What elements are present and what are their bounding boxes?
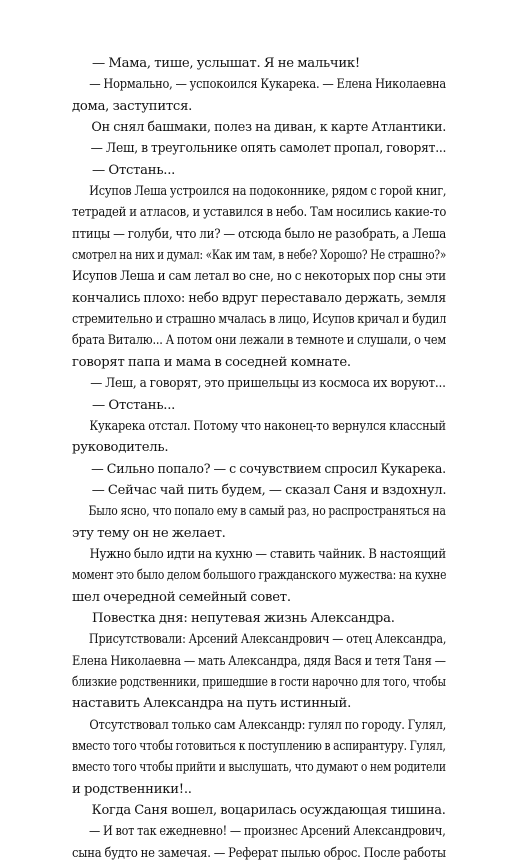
text-line: — Сейчас чай пить будем, — сказал Саня и вздохнул. (91, 482, 447, 498)
text-line: кончались плохо: небо вдруг переставало держать, земля (72, 290, 446, 306)
text-line: руководитель. (72, 440, 169, 456)
text-line: — Нормально, — успокоился Кукарека. — Елена Николаевна (89, 77, 446, 93)
text-line: — Сильно попало? — с сочувствием спросил Кукарека. (91, 461, 446, 477)
text-line: Исупов Леша устроился на подоконнике, рядом с горой книг, (89, 184, 447, 200)
text-line: — Отстань... (92, 397, 176, 413)
text-line: — Мама, тише, услышат. Я не мальчик! (92, 56, 360, 71)
text-line: брата Виталю... А потом они лежали в темноте и слушали, о чем (72, 333, 447, 349)
text-line: — Отстань... (92, 162, 176, 178)
text-line: дома, заступится. (72, 98, 193, 114)
text-line: наставить Александра на путь истинный. (72, 696, 352, 712)
text-line: вместо того чтобы готовиться к поступлению в аспирантуру. Гулял, (72, 739, 446, 754)
text-line: Елена Николаевна — мать Александра, дядя Вася и тетя Таня — (72, 653, 446, 669)
text-line: эту тему он не желает. (72, 525, 226, 541)
text-line: Исупов Леша и сам летал во сне, но с некоторых пор сны эти (72, 269, 446, 285)
text-line: Присутствовали: Арсений Александрович — отец Александра, (88, 632, 447, 648)
text-line: Повестка дня: непутевая жизнь Александра. (92, 610, 395, 626)
text-line: — И вот так ежедневно! — произнес Арсений Александрович, (89, 824, 446, 840)
text-line: Отсутствовал только сам Александр: гулял по городу. Гулял, (89, 717, 447, 733)
text-line: смотрел на них и думал: «Как им там, в небе? Хорошо? Не страшно?» (72, 248, 447, 264)
text-line: Кукарека отстал. Потому что наконец-то вернулся классный (89, 418, 446, 434)
text-line: стремительно и страшно мчалась в лицо, Исупов кричал и будил (72, 312, 447, 328)
text-line: говорят папа и мама в соседней комнате. (72, 354, 351, 370)
text-line: и родственники!.. (72, 781, 192, 797)
text-line: шел очередной семейный совет. (72, 589, 291, 605)
text-line: сына будто не замечая. — Реферат пылью оброс. После работы (72, 845, 446, 861)
text-line: вместо того чтобы прийти и выслушать, что думают о нем родители (72, 760, 446, 776)
text-line: тетрадей и атласов, и уставился в небо. Там носились какие-то (72, 205, 447, 221)
text-line: близкие родственники, пришедшие в гости нарочно для того, чтобы (72, 674, 446, 690)
text-line: — Леш, а говорят, это пришельцы из космоса их воруют... (90, 376, 446, 392)
text-line: момент это было делом большого гражданского мужества: на кухне (72, 568, 447, 584)
text-line: Он снял башмаки, полез на диван, к карте Атлантики. (91, 120, 447, 136)
text-line: Было ясно, что попало ему в самый раз, но распространяться на (88, 504, 446, 520)
text-line: Нужно было идти на кухню — ставить чайник. В настоящий (89, 546, 446, 562)
text-line: птицы — голуби, что ли? — отсюда было не разобрать, а Леша (72, 226, 447, 242)
text-line: — Леш, в треугольнике опять самолет пропал, говорят... (90, 141, 447, 157)
body-text (72, 53, 446, 864)
text-line: Когда Саня вошел, воцарилась осуждающая тишина. (91, 803, 446, 819)
